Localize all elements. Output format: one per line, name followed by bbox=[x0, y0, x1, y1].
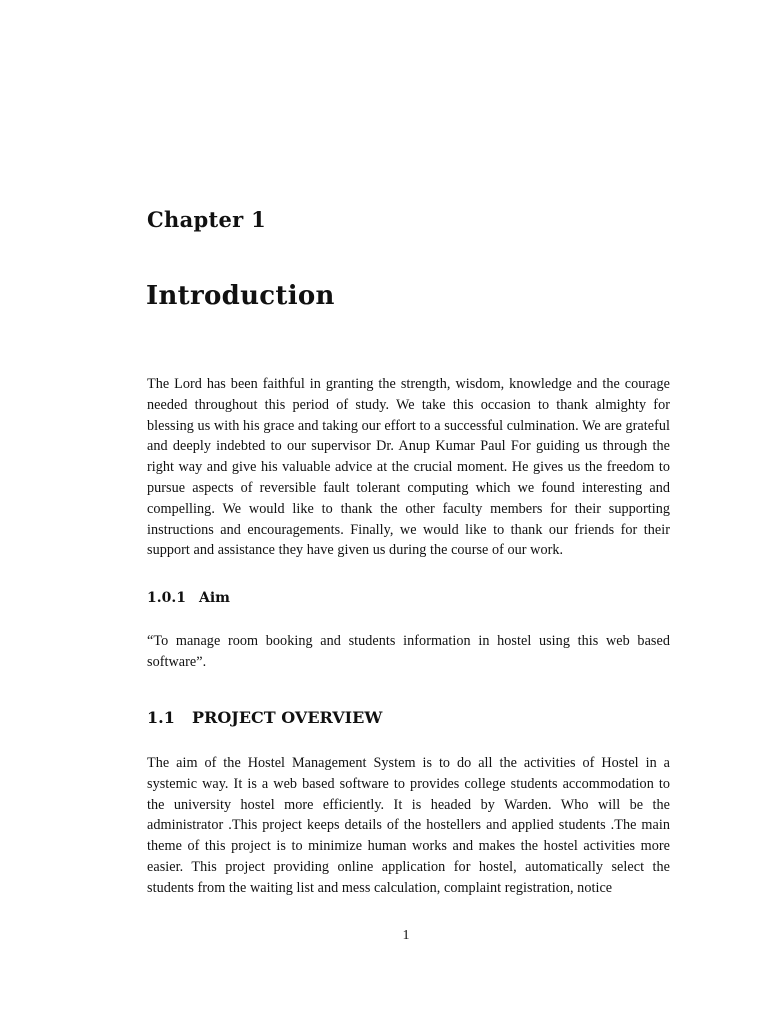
section-heading-project-overview bbox=[147, 708, 382, 727]
section-number: 1.1 bbox=[147, 708, 175, 727]
page-number: 1 bbox=[402, 928, 410, 943]
subsection-number: 1.0.1 bbox=[147, 590, 186, 606]
chapter-title: Introduction bbox=[146, 281, 335, 311]
chapter-label: Chapter 1 bbox=[147, 207, 267, 232]
overview-paragraph: The aim of the Hostel Management System is to do all the activities of Hostel in a systemic way. It is a web based software to provides college students accommodation to the university hostel more efficiently. It is headed by Warden. Who will be the administrator .This project keeps details of the hostellers and applied students .The main theme of this project is to minimize human works and makes the hostel activities more easier. This project providing online application for hostel, automatically select the students from the waiting list and mess calculation, complaint registration, notice bbox=[147, 755, 670, 896]
subsection-heading-aim bbox=[147, 590, 230, 606]
intro-paragraph: The Lord has been faithful in granting the strength, wisdom, knowledge and the courage needed throughout this period of study. We take this occasion to thank almighty for blessing us with his grace and taking our effort to a successful culmination. We are grateful and deeply indebted to our supervisor Dr. Anup Kumar Paul For guiding us through the right way and give his valuable advice at the crucial moment. He gives us the freedom to pursue aspects of reversible fault tolerant computing which we found interesting and compelling. We would like to thank the other faculty members for their supporting instructions and encouragements. Finally, we would like to thank our friends for their support and assistance they have given us during the course of our work. bbox=[147, 376, 670, 559]
subsection-title: Aim bbox=[199, 590, 230, 606]
aim-paragraph: “To manage room booking and students information in hostel using this web based software”. bbox=[147, 633, 670, 670]
section-title: PROJECT OVERVIEW bbox=[192, 708, 383, 727]
